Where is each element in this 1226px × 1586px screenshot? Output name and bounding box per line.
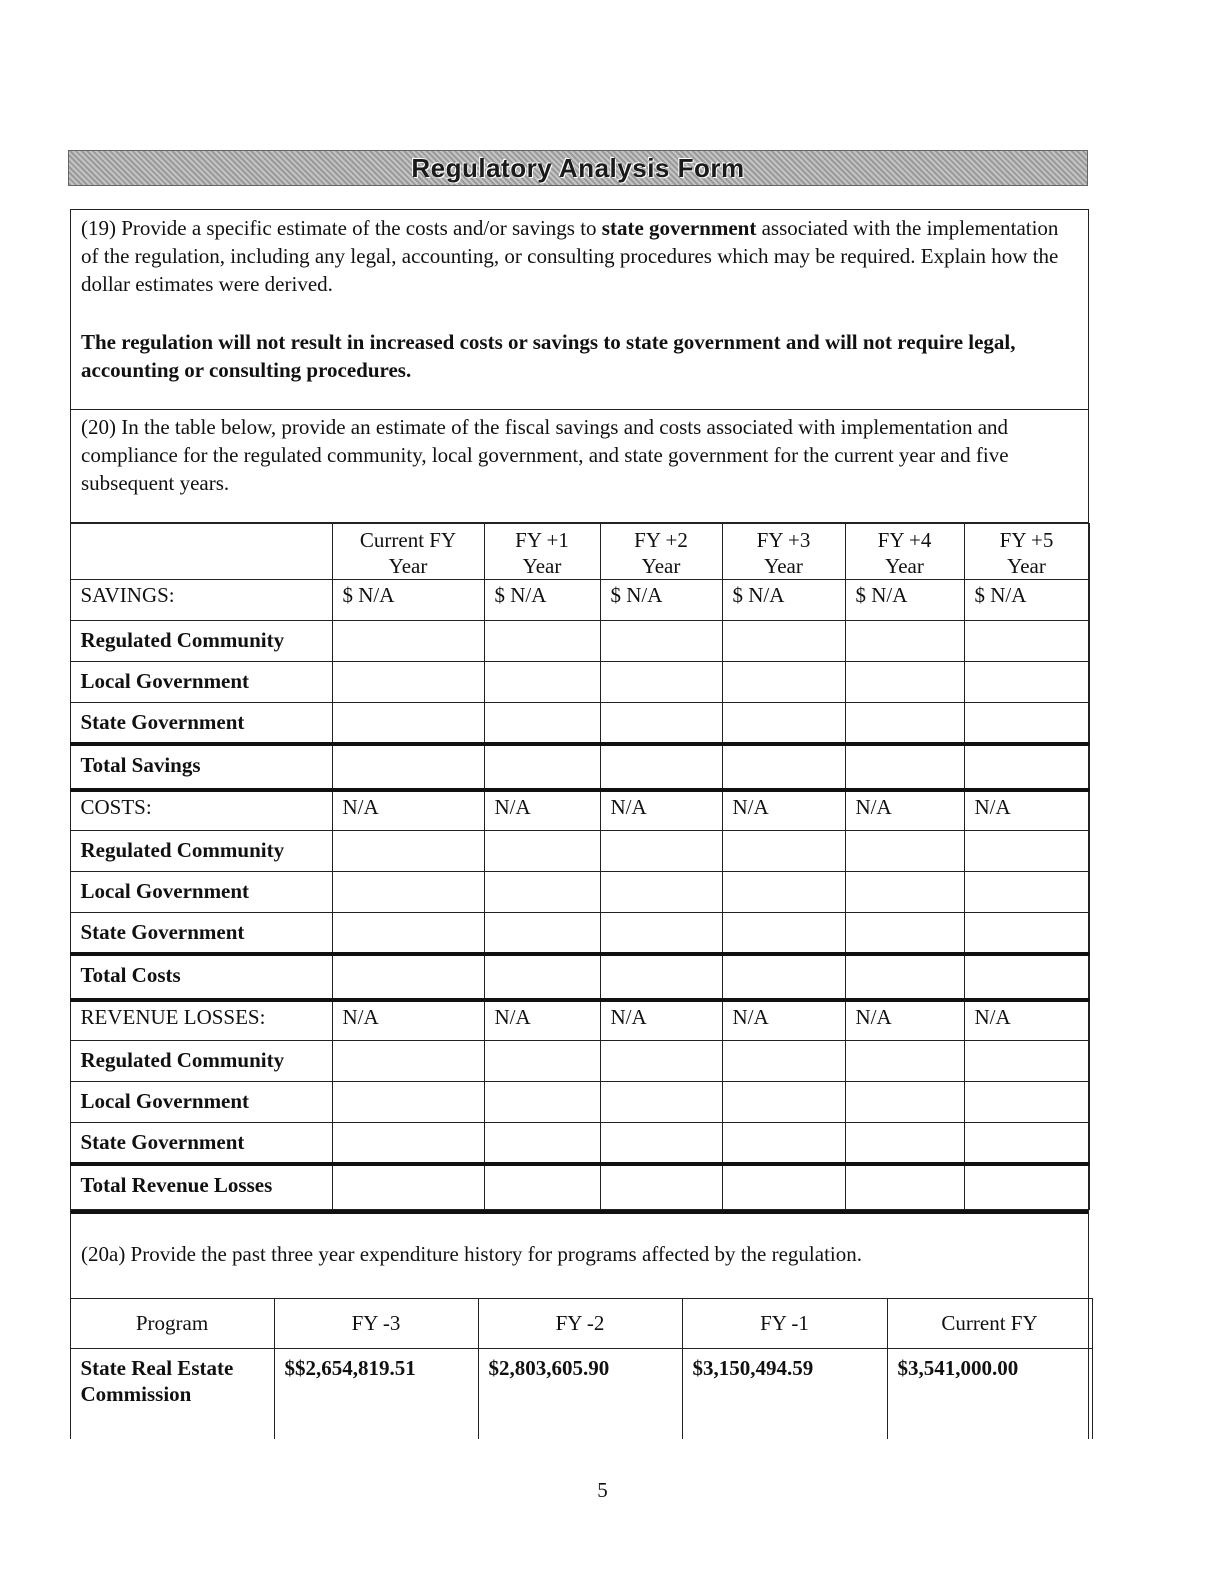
table-row [70,1123,1089,1164]
history-header-fy-2: FY -2 [478,1299,682,1349]
total-revenue-losses-label: Total Revenue Losses [70,1164,332,1210]
history-value-fy-2: $2,803,605.90 [478,1349,682,1439]
table-row [70,621,1089,662]
total-revenue-losses-row [70,1164,1089,1210]
question-19: (19) Provide a specific estimate of the costs and/or savings to state government associated with the implementation of the regulation, including any legal, accounting, or consulting procedures which may be required. Explain how the dollar estimates were derived. [81,216,1059,296]
fiscal-header-current: Current FY Year [332,524,484,580]
table-cell: N/A [845,1000,964,1041]
row-label: Regulated Community [70,831,332,872]
total-costs-row [70,954,1089,1000]
row-label: State Government [70,1123,332,1164]
costs-row [70,790,1089,831]
table-cell: $ N/A [600,580,722,621]
history-value-fy-1: $3,150,494.59 [682,1349,887,1439]
page-number: 5 [597,1478,608,1502]
fiscal-header-fy5: FY +5 Year [964,524,1089,580]
history-header-program: Program [70,1299,274,1349]
table-cell: N/A [600,790,722,831]
section-20 [71,410,1088,523]
form-frame [70,209,1089,1439]
row-label: State Government [70,703,332,744]
table-row [70,872,1089,913]
program-name: State Real Estate Commission [70,1349,274,1439]
table-row [70,913,1089,954]
row-label: Local Government [70,662,332,703]
form-title: Regulatory Analysis Form [411,152,745,183]
section-20a [71,1210,1088,1298]
fiscal-header-fy2: FY +2 Year [600,524,722,580]
table-cell: N/A [332,790,484,831]
row-label: Local Government [70,872,332,913]
total-savings-label: Total Savings [70,744,332,790]
table-row [70,1082,1089,1123]
costs-label: COSTS: [70,790,332,831]
fiscal-header-blank [70,524,332,580]
fiscal-header-fy3: FY +3 Year [722,524,845,580]
table-cell: $ N/A [845,580,964,621]
table-cell: $ N/A [332,580,484,621]
question-20a: (20a) Provide the past three year expenditure history for programs affected by the regulation. [81,1242,862,1266]
table-row [70,831,1089,872]
table-row [70,1041,1089,1082]
table-row [70,703,1089,744]
table-cell: N/A [845,790,964,831]
history-header-current-fy: Current FY [887,1299,1092,1349]
history-value-current-fy: $3,541,000.00 [887,1349,1092,1439]
row-label: Regulated Community [70,1041,332,1082]
history-header-fy-3: FY -3 [274,1299,478,1349]
revenue-losses-row [70,1000,1089,1041]
history-row [70,1349,1092,1439]
history-header-row [70,1299,1092,1349]
table-cell: N/A [484,1000,600,1041]
answer-19: The regulation will not result in increased costs or savings to state government and will not require legal, accounting or consulting procedures. [81,330,1016,382]
history-header-fy-1: FY -1 [682,1299,887,1349]
form-title-bar [68,150,1088,186]
table-cell: N/A [964,790,1089,831]
total-costs-label: Total Costs [70,954,332,1000]
fiscal-header-fy1: FY +1 Year [484,524,600,580]
fiscal-header-row [70,524,1089,580]
revenue-losses-label: REVENUE LOSSES: [70,1000,332,1041]
table-row [70,662,1089,703]
fiscal-header-fy4: FY +4 Year [845,524,964,580]
table-cell: N/A [484,790,600,831]
total-savings-row [70,744,1089,790]
table-cell: N/A [722,1000,845,1041]
history-value-fy-3: $$2,654,819.51 [274,1349,478,1439]
table-cell: N/A [600,1000,722,1041]
table-cell: $ N/A [964,580,1089,621]
question-20: (20) In the table below, provide an estimate of the fiscal savings and costs associated with implementation and compliance for the regulated community, local government, and state government for the current year and five subsequent years. [81,415,1009,495]
fiscal-table [70,523,1090,1210]
table-cell: N/A [722,790,845,831]
table-cell: N/A [332,1000,484,1041]
expenditure-history-table [70,1298,1093,1439]
table-cell: $ N/A [722,580,845,621]
row-label: State Government [70,913,332,954]
row-label: Local Government [70,1082,332,1123]
section-19 [71,210,1088,410]
row-label: Regulated Community [70,621,332,662]
savings-label: SAVINGS: [70,580,332,621]
savings-row [70,580,1089,621]
table-cell: N/A [964,1000,1089,1041]
table-cell: $ N/A [484,580,600,621]
